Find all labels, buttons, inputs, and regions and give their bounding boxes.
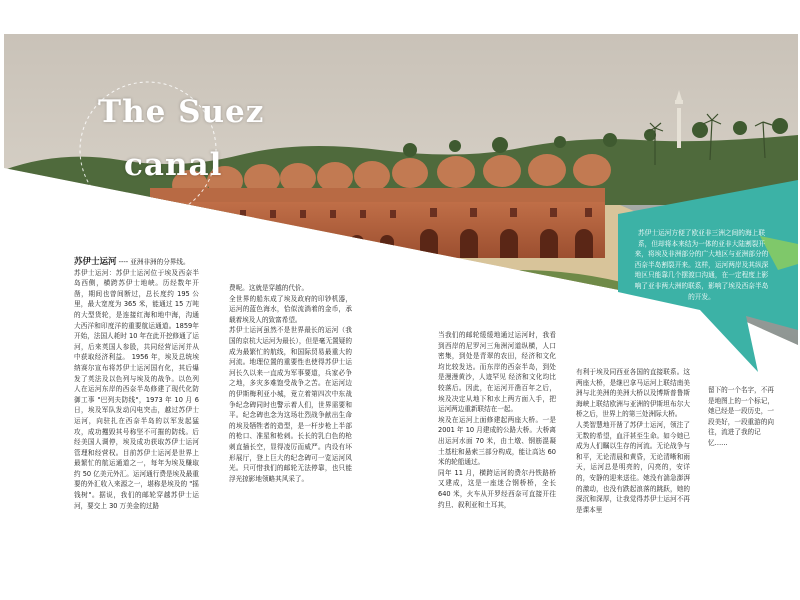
article-column-3-text: 当我们的邮轮缓缓地通过运河时，我看到西岸的尼罗河三角洲河道纵横，人口密集，到处是青翠的农田，经济和文化均比较发达。而东岸的西奈半岛，到处是漫漫黄沙，人迹罕见 经济和文化均比较落后。因此，在运河开凿百年之后，埃及决定从地下和水上两方面入手，把运河两边重新联结在一起。 埃及在运河上面修建起两座大桥。一是 2001 年 10 月建成的公路大桥。大桥离出运河水面 70 米，由土墩、钢筋混凝土基柱和悬索三部分构成，能让高达 60 米的轮船通过。 同年 11 月，横跨运河的费尔丹铁路桥又建成，这是一座迷合钢桥桥，全长 640 米，火车从开罗经西奈可直接开往约旦、叙利亚和土耳其，	[438, 331, 556, 509]
callout-text: 苏伊士运河方便了欧亚非三洲之间的海上联系，但却将本来结为一体的亚非大陆割裂开来，将埃及非洲部分的广大地区与亚洲部分的西奈半岛割裂开来。这样，运河两岸及其纵深地区只能靠几个摆渡口沟通，在一定程度上影响了亚非两大洲的联系，影响了埃及西奈半岛的开发。	[634, 229, 769, 301]
article-column-3	[438, 330, 556, 510]
article-column-2-text: 费呢。这就是穿越的代价。 全世界的船东成了埃及政府的印钞机器，运河的蓝色海水，恰似流淌着的金币，承载着埃及人的致富希望。 苏伊士运河虽然不是世界最长的运河（我国的京杭大运河为最长），但是毫无置疑的成为最繁忙的航线，和国际贸易最重大的河流。地理位置的重要性也使得苏伊士运河长久以来一直成为军事要道，兵家必争之地，多灾多难饱受战争之苦。在运河边的伊斯梅利亚小城，竟立着第四次中东战争纪念碑同时也警示着人们，世界需要和平。纪念碑也念为这场壮烈战争献出生命的埃及牺牲者的造型，是一杆步枪上半部的枪口、准星和枪刺。长长的乳白色的枪刺直插长空，显得凌厉而威严。内设有坏形展厅，登上巨大的纪念碑可一览运河风光。只可惜我们的邮轮无法停靠，也只能浮光掠影地领略其风采了。	[229, 284, 352, 483]
title-line-2: canal	[124, 147, 223, 183]
article-lead-heading: 苏伊士运河	[74, 257, 117, 267]
article-column-2	[229, 283, 352, 484]
article-column-1	[74, 257, 199, 511]
article-closing-note: 留下的一个名字，不再是地图上的一个标记，她已经是一段历史，一段美好，一段重游的向往，流进了我的记忆……	[708, 386, 774, 447]
article-column-4	[576, 367, 690, 515]
article-column-4-text: 有利于埃及同西亚各国的直接联系。这两座大桥，是继巴拿马运河上联结南美洲与北美洲的美洲大桥以及博斯普鲁斯海峡上联结欧洲与亚洲的伊斯坦布尔大桥之后，世界上的第三处洲际大桥。 人类智慧地开凿了苏伊士运河，领注了无数的希望，血汗甚至生命。如今她已成为人们瞩以生存的河流。无论战争与和平，无论清晨和黄昏，无论清晰和雨天，运河总是明亮的，闪亮的，安详的，安静的迎来送往。她没有湍急澎湃的激动，也没有跌起浪落的跳跃，她的深沉和深厚，让我觉得苏伊士运河不再是课本里	[576, 368, 690, 514]
article-column-1-text: ---- 亚洲非洲的分界线。 苏伊士运河：苏伊士运河位于埃及西奈半岛西侧，横跨苏伊士地峡。历经数年开凿，期间也曾间断过，总长度约 195 公里，最大宽度为 365 米，能通过 15 万吨的大型货轮，是连接红海和地中海，沟通大西洋和印度洋的重要航运通道。1859年开始，法国人耗时 10 年在此开挖修通了运河，后来英国人参股，共同经营运河并从中获取经济利益。 1956 年，埃及总统埃纳赛尔宣布将苏伊士运河国有化，其后爆发了英法及以色列与埃及的战争。以色列人在运河东岸的西奈半岛修建了现代化防御工事 "巴列夫防线"，1973 年 10 月 6 日，埃及军队发动闪电突击，越过苏伊士运河，向驻扎在西奈半岛的以军发起猛攻，成功攫毁其号称坚不可摧的防线。后经美国人调停，埃及成功获取苏伊士运河管理和经营权。目前苏伊士运河是世界上最繁忙的航运通道之一，每年为埃及赚取约 50 亿美元外汇。运河通行费是埃及最重要的外汇收入来源之一，堪称是埃及的 "摇钱树"。据说，我们的邮轮穿越苏伊士运河，要交上 30 万美金的过路	[74, 258, 199, 510]
title-line-1: The Suez	[98, 94, 265, 130]
